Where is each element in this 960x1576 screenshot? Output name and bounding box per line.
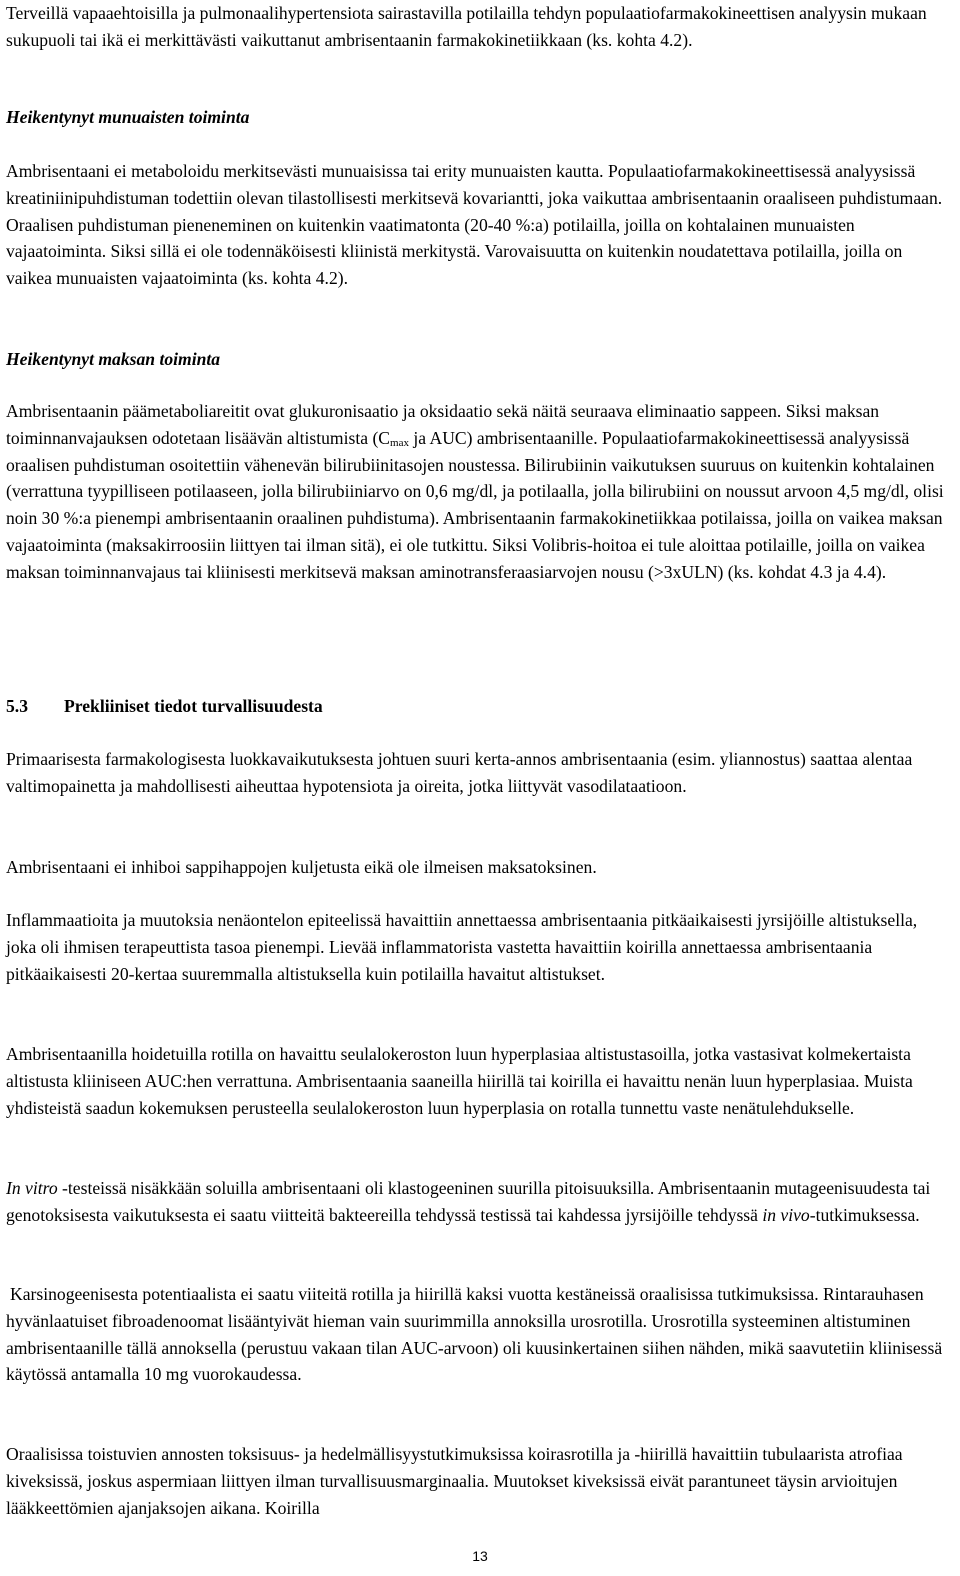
cmax-subscript: max [390, 436, 409, 449]
paragraph-preclinical-4: Ambrisentaanilla hoidetuilla rotilla on havaittu seulalokeroston luun hyperplasiaa altistustasoilla, jotka vastasivat kolmekertaista altistusta kliiniseen AUC:hen verrattuna. Ambrisentaania saaneilla hiirillä tai koirilla ei havaittu nenän luun hyperplasiaa. Muista yhdisteistä saadun kokemuksen perusteella seulalokeroston luun hyperplasia on rotalla tunnettu vaste nenätulehdukselle. [6, 1044, 913, 1118]
page-number: 13 [472, 1548, 488, 1564]
heading-hepatic-impairment: Heikentynyt maksan toiminta [6, 349, 221, 369]
section-title: Prekliiniset tiedot turvallisuudesta [64, 696, 323, 716]
in-vivo-term: in vivo [762, 1204, 810, 1225]
heading-renal-impairment: Heikentynyt munuaisten toiminta [6, 107, 250, 127]
paragraph-preclinical-7: Oraalisissa toistuvien annosten toksisuus- ja hedelmällisyystutkimuksissa koirasrotilla ja -hiirillä havaittiin tubulaarista atrofiaa kiveksissä, joskus aspermiaan liittyen ilman turvallisuusmarginaalia. Muutokset kiveksissä eivät parantuneet täysin arvioitujen lääkkeettömien ajanjaksojen aikana. Koirilla [6, 1444, 903, 1518]
paragraph-preclinical-5-part-b: -tutkimuksessa. [809, 1204, 920, 1225]
paragraph-preclinical-5-part-a: -testeissä nisäkkään soluilla ambrisentaani oli klastogeeninen suurilla pitoisuuksilla. Ambrisentaanin mutageenisuudesta tai genotoksisesta vaikutuksesta ei saatu viitteitä bakteereilla tehdyssä testissä tai kahdessa jyrsijöille tehdyssä [6, 1178, 931, 1225]
paragraph-hepatic-part-a: Ambrisentaanin päämetaboliareitit ovat glukuronisaatio ja oksidaatio sekä näitä seuraava eliminaatio sappeen. Siksi maksan toiminnanvajauksen odotetaan lisäävän altistumista (C [6, 401, 880, 448]
paragraph-preclinical-3: Inflammaatioita ja muutoksia nenäontelon epiteelissä havaittiin annettaessa ambrisentaania pitkäaikaisesti jyrsijöille altistuksella, joka oli ihmisen terapeuttista tasoa pienempi. Lievää inflammatorista vastetta havaittiin koirilla annettaessa ambrisentaania pitkäaikaisesti 20-kertaa suuremmalla altistuksella kuin potilailla havaitut altistukset. [6, 910, 918, 984]
paragraph-preclinical-1: Primaarisesta farmakologisesta luokkavaikutuksesta johtuen suuri kerta-annos ambrisentaania (esim. yliannostus) saattaa alentaa valtimopainetta ja mahdollisesti aiheuttaa hypotensiota ja oireita, jotka liittyvät vasodilataatioon. [6, 749, 913, 796]
paragraph-preclinical-5 [6, 1175, 950, 1229]
in-vitro-term: In vitro [6, 1178, 58, 1198]
paragraph-intro: Terveillä vapaaehtoisilla ja pulmonaalihypertensiota sairastavilla potilailla tehdyn populaatiofarmakokineettisen analyysin mukaan sukupuoli tai ikä ei merkittävästi vaikuttanut ambrisentaanin farmakokinetiikkaan (ks. kohta 4.2). [6, 3, 927, 50]
paragraph-renal: Ambrisentaani ei metaboloidu merkitsevästi munuaisissa tai erity munuaisten kautta. Populaatiofarmakokineettisessä analyysissä kreatiniinipuhdistuman todettiin olevan tilastollisesti merkitsevä kovariantti, joka vaikuttaa ambrisentaanin oraaliseen puhdistumaan. Oraalisen puhdistuman pieneneminen on kuitenkin vaatimatonta (20-40 %:a) potilailla, joilla on kohtalainen munuaisten vajaatoiminta. Siksi sillä ei ole todennäköisesti kliinistä merkitystä. Varovaisuutta on kuitenkin noudatettava potilailla, joilla on vaikea munuaisten vajaatoiminta (ks. kohta 4.2). [6, 161, 943, 289]
paragraph-hepatic [6, 398, 950, 586]
section-number: 5.3 [6, 696, 28, 716]
paragraph-preclinical-2: Ambrisentaani ei inhiboi sappihappojen kuljetusta eikä ole ilmeisen maksatoksinen. [6, 857, 597, 877]
section-heading-5-3 [6, 693, 323, 720]
paragraph-hepatic-part-b: ja AUC) ambrisentaanille. Populaatiofarmakokineettisessä analyysissä oraalisen puhdistuman osoitettiin vähenevän bilirubiinitasojen noustessa. Bilirubiinin vaikutuksen suuruus on kuitenkin kohtalainen (verrattuna tyypilliseen potilaaseen, jolla bilirubiiniarvo on 0,6 mg/dl, ja potilaalla, jolla bilirubiini on noussut arvoon 4,5 mg/dl, olisi noin 30 %:a pienempi ambrisentaanin oraalinen puhdistuma). Ambrisentaanin farmakokinetiikkaa potilaissa, joilla on vaikea maksan vajaatoiminta (maksakirroosiin liittyen tai ilman sitä), ei ole tutkittu. Siksi Volibris-hoitoa ei tule aloittaa potilaille, joilla on vaikea maksan toiminnanvajaus tai kliinisesti merkitsevä maksan aminotransferaasiarvojen nousu (>3xULN) (ks. kohdat 4.3 ja 4.4). [6, 427, 944, 582]
paragraph-preclinical-6: Karsinogeenisesta potentiaalista ei saatu viiteitä rotilla ja hiirillä kaksi vuotta kestäneissä oraalisissa tutkimuksissa. Rintarauhasen hyvänlaatuiset fibroadenoomat lisääntyivät hieman vain suurimmilla annoksilla urosrotilla. Urosrotilla systeeminen altistuminen ambrisentaanille tällä annoksella (perustuu vakaan tilan AUC-arvoon) oli kuusinkertainen siihen nähden, mikä saavutetiin kliinisessä käytössä antamalla 10 mg vuorokaudessa. [6, 1284, 943, 1385]
